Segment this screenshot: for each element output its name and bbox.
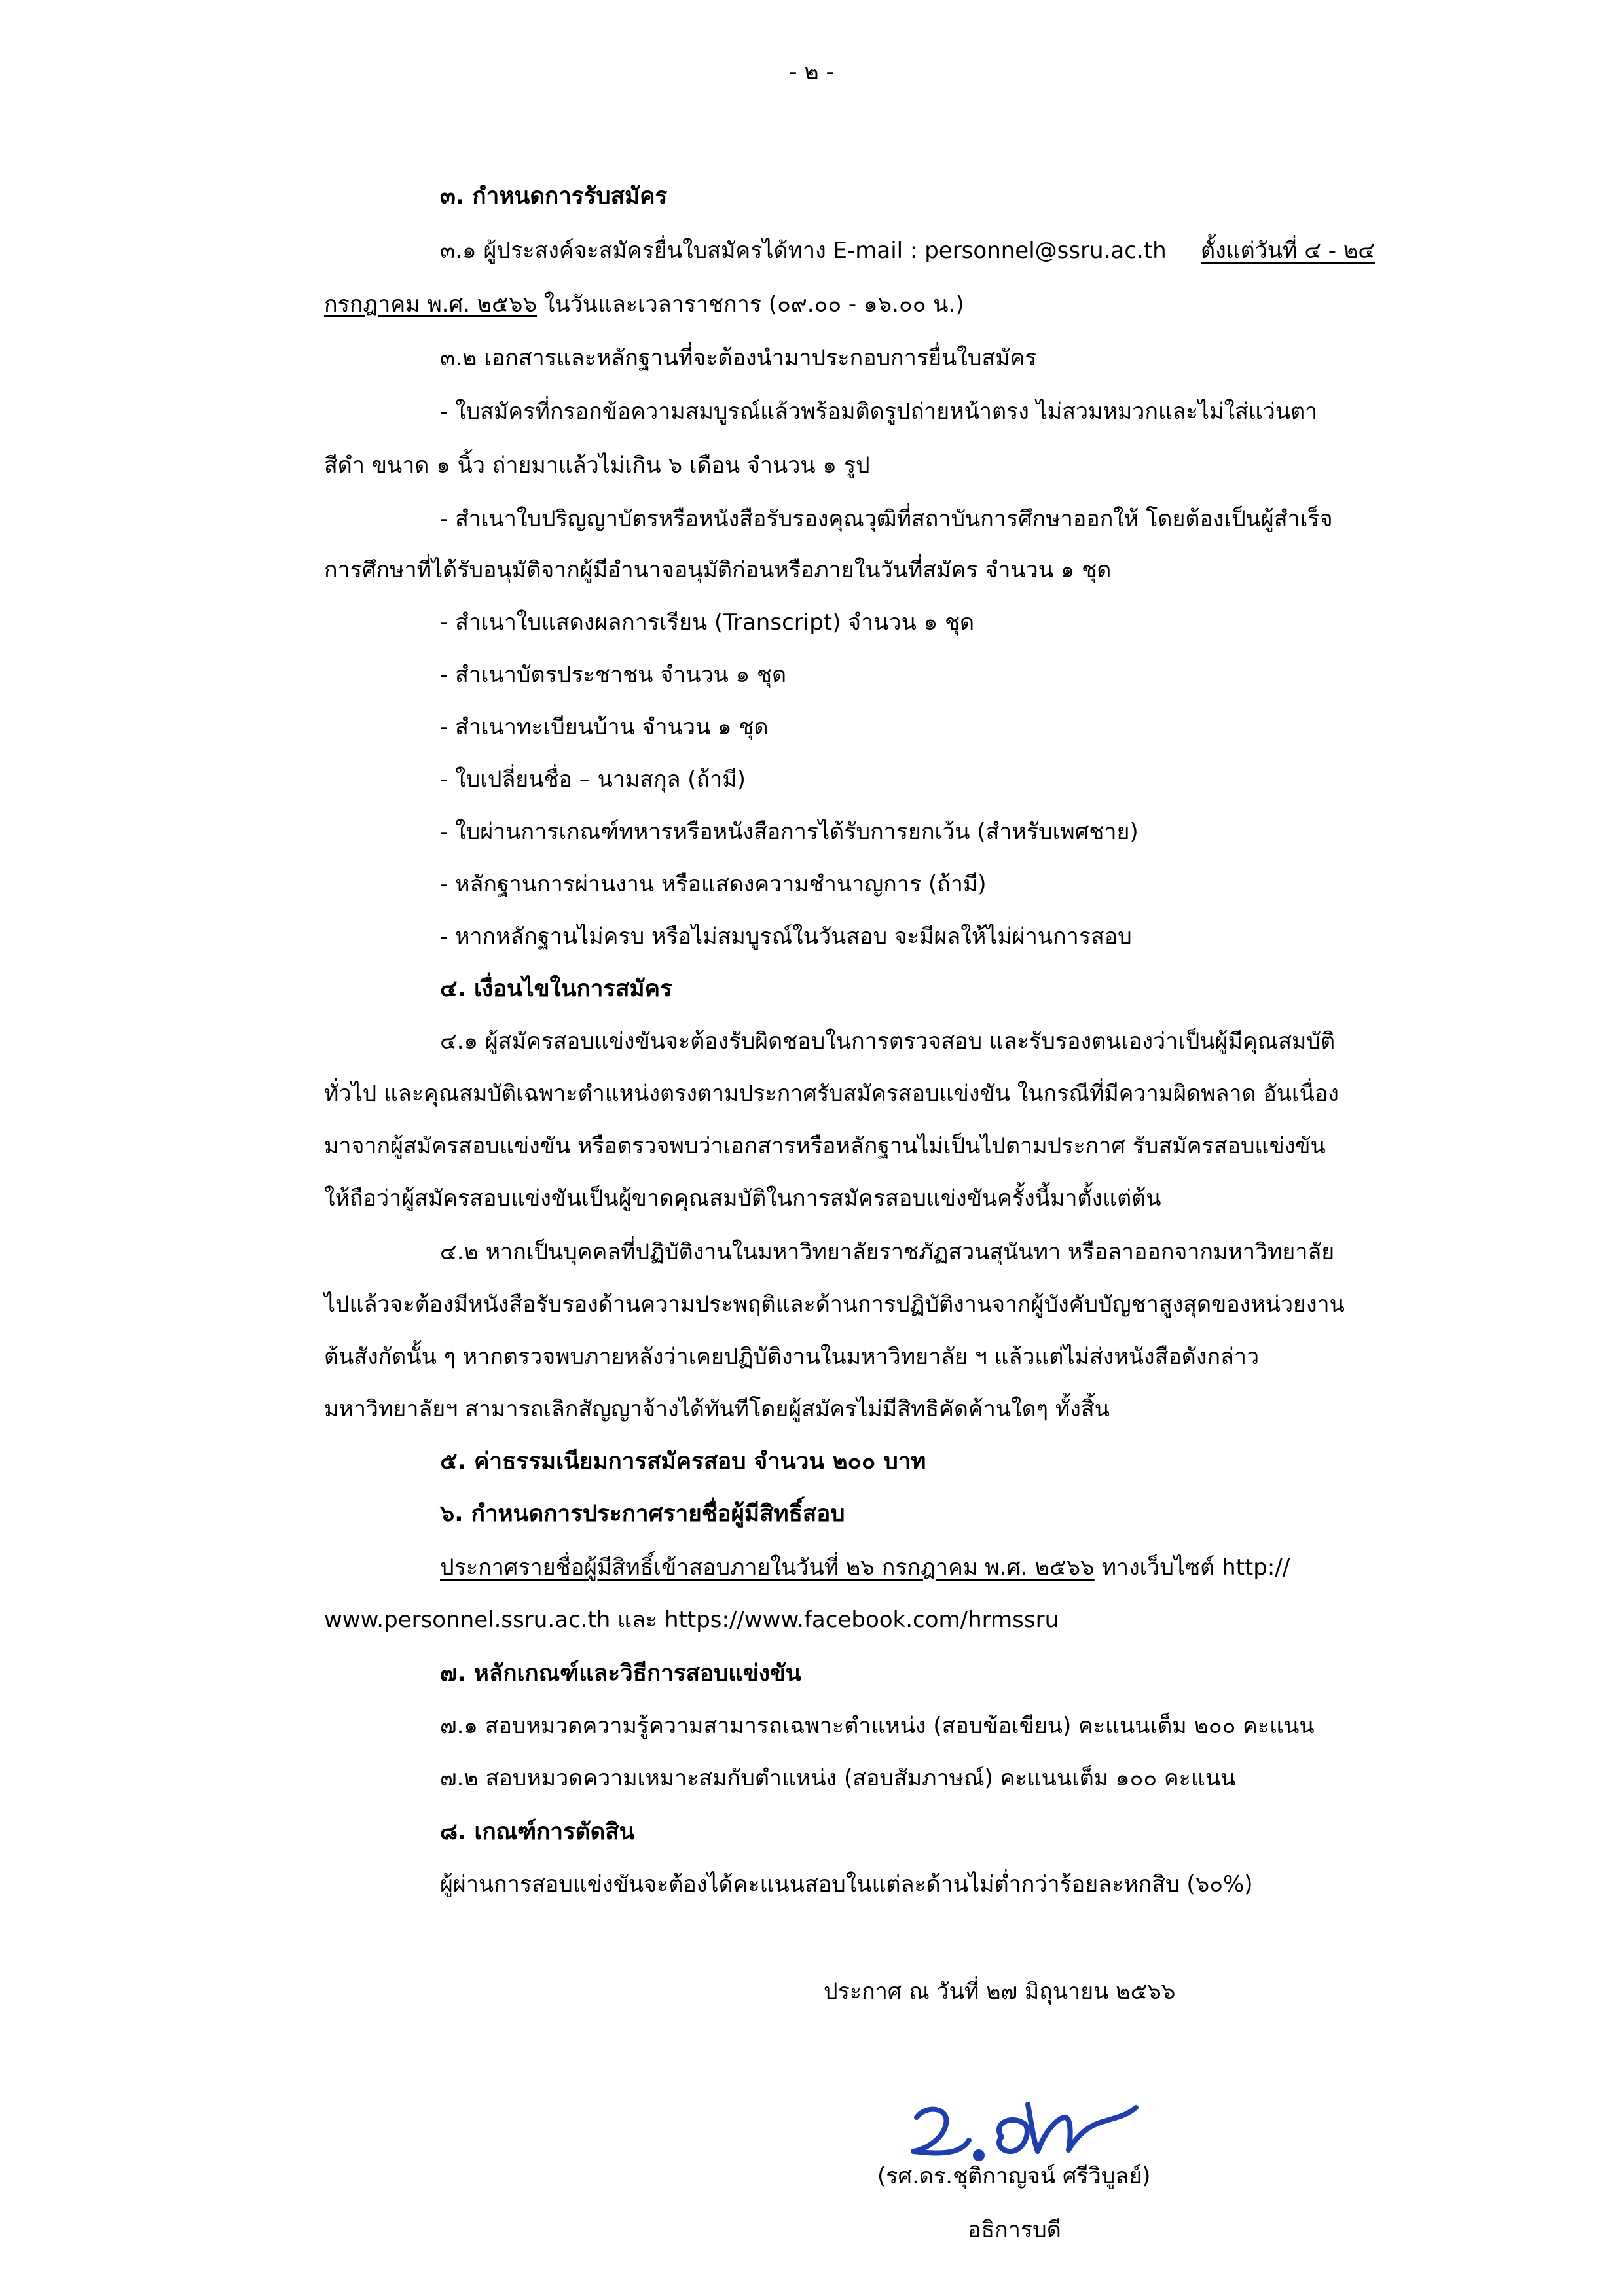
signer-title: อธิการบดี	[968, 2217, 1061, 2243]
section-5-heading: ๕. ค่าธรรมเนียมการสมัครสอบ จำนวน ๒๐๐ บาท	[440, 1448, 926, 1475]
s3-p1-date-range: ตั้งแต่วันที่ ๔ - ๒๔	[1201, 238, 1375, 264]
s3-p2: ๓.๒ เอกสารและหลักฐานที่จะต้องนำมาประกอบการยื่นใบสมัคร	[440, 345, 1037, 371]
s3-doc2-line2: การศึกษาที่ได้รับอนุมัติจากผู้มีอำนาจอนุมัติก่อนหรือภายในวันที่สมัคร จำนวน ๑ ชุด	[324, 557, 1112, 583]
s4-p2-line1: ๔.๒ หากเป็นบุคคลที่ปฏิบัติงานในมหาวิทยาลัยราชภัฏสวนสุนันทา หรือลาออกจากมหาวิทยาลัย	[440, 1239, 1335, 1265]
s3-p1-line2	[324, 288, 964, 321]
s3-doc9: - หากหลักฐานไม่ครบ หรือไม่สมบูรณ์ในวันสอบ จะมีผลให้ไม่ผ่านการสอบ	[440, 924, 1132, 950]
s4-p1-line2: ทั่วไป และคุณสมบัติเฉพาะตำแหน่งตรงตามประกาศรับสมัครสอบแข่งขัน ในกรณีที่มีความผิดพลาด อันเนื่อง	[324, 1081, 1339, 1107]
s3-p1-month: กรกฎาคม พ.ศ. ๒๕๖๖	[324, 291, 538, 317]
s3-doc4: - สำเนาบัตรประชาชน จำนวน ๑ ชุด	[440, 662, 787, 688]
s7-line1: ๗.๑ สอบหมวดความรู้ความสามารถเฉพาะตำแหน่ง (สอบข้อเขียน) คะแนนเต็ม ๒๐๐ คะแนน	[440, 1713, 1315, 1739]
s4-p1-line3: มาจากผู้สมัครสอบแข่งขัน หรือตรวจพบว่าเอกสารหรือหลักฐานไม่เป็นไปตามประกาศ รับสมัครสอบแข่งขัน	[324, 1133, 1326, 1159]
s4-p2-line3: ต้นสังกัดนั้น ๆ หากตรวจพบภายหลังว่าเคยปฏิบัติงานในมหาวิทยาลัย ฯ แล้วแต่ไม่ส่งหนังสือดังกล่าว	[324, 1344, 1260, 1370]
s3-doc2-line1: - สำเนาใบปริญญาบัตรหรือหนังสือรับรองคุณวุฒิที่สถาบันการศึกษาออกให้ โดยต้องเป็นผู้สำเร็จ	[440, 506, 1333, 532]
s3-doc1-line1: - ใบสมัครที่กรอกข้อความสมบูรณ์แล้วพร้อมติดรูปถ่ายหน้าตรง ไม่สวมหมวกและไม่ใส่แว่นตา	[440, 399, 1318, 425]
section-8-heading: ๘. เกณฑ์การตัดสิน	[440, 1819, 635, 1845]
s3-doc8: - หลักฐานการผ่านงาน หรือแสดงความชำนาญการ (ถ้ามี)	[440, 871, 987, 897]
s3-p1-line1	[440, 234, 1375, 267]
section-7-heading: ๗. หลักเกณฑ์และวิธีการสอบแข่งขัน	[440, 1660, 801, 1687]
s3-doc3: - สำเนาใบแสดงผลการเรียน (Transcript) จำนวน ๑ ชุด	[440, 609, 975, 636]
s3-doc7: - ใบผ่านการเกณฑ์ทหารหรือหนังสือการได้รับการยกเว้น (สำหรับเพศชาย)	[440, 819, 1139, 845]
s4-p1-line4: ให้ถือว่าผู้สมัครสอบแข่งขันเป็นผู้ขาดคุณสมบัติในการสมัครสอบแข่งขันครั้งนี้มาตั้งแต่ต้น	[324, 1185, 1161, 1211]
section-3-heading: ๓. กำหนดการรับสมัคร	[440, 183, 668, 209]
s6-website-label: ทางเว็บไซต์ http://	[1094, 1554, 1290, 1581]
s3-doc5: - สำเนาทะเบียนบ้าน จำนวน ๑ ชุด	[440, 714, 769, 740]
s3-doc1-line2: สีดำ ขนาด ๑ นิ้ว ถ่ายมาแล้วไม่เกิน ๖ เดือน จำนวน ๑ รูป	[324, 452, 870, 478]
s3-p1-time: ในวันและเวลาราชการ (๐๙.๐๐ - ๑๖.๐๐ น.)	[537, 291, 964, 317]
signer-name: (รศ.ดร.ชุติกาญจน์ ศรีวิบูลย์)	[877, 2163, 1151, 2189]
section-4-heading: ๔. เงื่อนไขในการสมัคร	[440, 976, 672, 1002]
s4-p1-line1: ๔.๑ ผู้สมัครสอบแข่งขันจะต้องรับผิดชอบในการตรวจสอบ และรับรองตนเองว่าเป็นผู้มีคุณสมบัติ	[440, 1028, 1336, 1054]
s6-line2-urls: www.personnel.ssru.ac.th และ https://www.facebook.com/hrmssru	[324, 1607, 1059, 1633]
s3-p1-text-a: ๓.๑ ผู้ประสงค์จะสมัครยื่นใบสมัครได้ทาง E-mail : personnel@ssru.ac.th	[440, 238, 1167, 264]
section-6-heading: ๖. กำหนดการประกาศรายชื่อผู้มีสิทธิ์สอบ	[440, 1501, 845, 1527]
s3-doc6: - ใบเปลี่ยนชื่อ – นามสกุล (ถ้ามี)	[440, 766, 746, 793]
s7-line2: ๗.๒ สอบหมวดความเหมาะสมกับตำแหน่ง (สอบสัมภาษณ์) คะแนนเต็ม ๑๐๐ คะแนน	[440, 1765, 1236, 1791]
s4-p2-line4: มหาวิทยาลัยฯ สามารถเลิกสัญญาจ้างได้ทันทีโดยผู้สมัครไม่มีสิทธิคัดค้านใดๆ ทั้งสิ้น	[324, 1396, 1110, 1422]
page-number: - ๒ -	[789, 59, 834, 85]
s6-line1	[440, 1551, 1290, 1584]
s4-p2-line2: ไปแล้วจะต้องมีหนังสือรับรองด้านความประพฤติและด้านการปฏิบัติงานจากผู้บังคับบัญชาสูงสุดของหน่วยงาน	[324, 1291, 1345, 1318]
announcement-date: ประกาศ ณ วันที่ ๒๗ มิถุนายน ๒๕๖๖	[824, 1979, 1176, 2005]
s8-line1: ผู้ผ่านการสอบแข่งขันจะต้องได้คะแนนสอบในแต่ละด้านไม่ต่ำกว่าร้อยละหกสิบ (๖๐%)	[440, 1871, 1253, 1897]
s6-announce-date: ประกาศรายชื่อผู้มีสิทธิ์เข้าสอบภายในวันที่ ๒๖ กรกฎาคม พ.ศ. ๒๕๖๖	[440, 1554, 1095, 1581]
